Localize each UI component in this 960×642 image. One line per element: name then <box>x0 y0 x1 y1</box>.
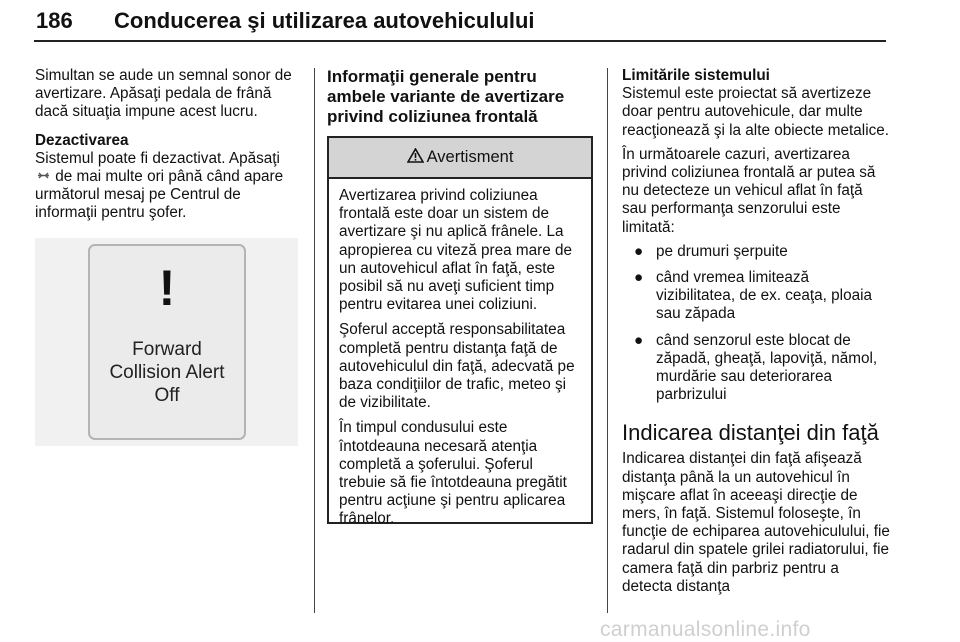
column-right <box>622 67 890 596</box>
warning-paragraph-3: În timpul condusului este întotdeauna necesară atenţia completă a şoferului. Şoferul trebuie să fie întotdeauna pregătit pentru acţiune şi pentru aplicarea frânelor. <box>339 419 567 528</box>
column-middle <box>327 67 593 127</box>
message-line-1: Forward <box>132 339 202 360</box>
watermark-text: carmanualsonline.info <box>600 618 811 641</box>
warning-box <box>327 136 593 528</box>
warning-header <box>329 138 591 179</box>
section-paragraph: Indicarea distanţei din faţă afişează distanţa până la un autovehicul în mişcare aflat în aceeaşi direcţie de mers, în faţă. Sistemul foloseşte, în funcţie de echiparea autovehiculului, fie radarul din spatele grilei radiatorului, fie camera faţă din parbriz pentru a detecta distanţa <box>622 450 890 595</box>
page-title: Conducerea şi utilizarea autovehiculului <box>114 8 535 33</box>
bullet-icon: ● <box>634 269 644 287</box>
message-line-2: Collision Alert <box>109 362 225 383</box>
warning-triangle-icon <box>407 148 424 168</box>
bullet-icon: ● <box>634 242 644 260</box>
column-divider-1 <box>314 68 315 613</box>
deactivation-paragraph <box>35 150 301 223</box>
column-divider-2 <box>607 68 608 613</box>
limits-heading: Limitările sistemului <box>622 67 770 84</box>
deactivation-heading: Dezactivarea <box>35 131 129 149</box>
steering-wheel-button-icon <box>35 168 51 186</box>
intro-paragraph: Simultan se aude un semnal sonor de avertizare. Apăsaţi pedala de frână dacă situaţia impune acest lucru. <box>35 67 292 121</box>
limits-list <box>622 243 890 405</box>
section-heading: Indicarea distanţei din faţă <box>622 420 879 446</box>
list-item: ● când vremea limitează vizibilitatea, de ex. ceaţa, ploaia sau zăpada <box>634 269 872 323</box>
warning-paragraph-2: Şoferul acceptă responsabilitatea completă pentru distanţa faţă de autovehiculul din faţă, adecvată pe baza condiţiilor de trafic, meteo şi de vizibilitate. <box>339 321 575 412</box>
warning-title: Avertisment <box>426 148 514 166</box>
header-rule <box>34 40 886 42</box>
exclamation-icon: ! <box>158 260 176 316</box>
column-left <box>35 67 301 223</box>
deactivation-text-post: de mai multe ori până când apare următorul mesaj pe Centrul de informaţii pentru şofer. <box>35 168 284 222</box>
cases-paragraph: În următoarele cazuri, avertizarea privind coliziunea frontală ar putea să nu detecteze un vehicul aflat în faţă sau performanţa senzorului este limitată: <box>622 145 876 236</box>
list-item: ● când senzorul este blocat de zăpadă, gheaţă, lapoviţă, nămol, murdărie sau deteriorarea parbrizului <box>634 331 878 404</box>
list-item: ● pe drumuri şerpuite <box>634 242 788 260</box>
bullet-icon: ● <box>634 331 644 349</box>
message-line-3: Off <box>154 385 180 406</box>
limits-paragraph: Sistemul este proiectat să avertizeze doar pentru autovehicule, dar multe reacţionează şi la alte obiecte metalice. <box>622 85 889 139</box>
page-number: 186 <box>36 8 73 33</box>
warning-paragraph-1: Avertizarea privind coliziunea frontală este doar un sistem de avertizare şi nu aplică frânele. La apropierea cu viteză prea mare de un autovehicul aflat în faţă, este posibil să nu aveţi suficient timp pentru evitarea unei coliziuni. <box>339 187 572 314</box>
general-info-heading: Informaţii generale pentru ambele variante de avertizare privind coliziunea frontală <box>327 67 565 126</box>
fca-off-message <box>88 244 246 440</box>
deactivation-text-pre: Sistemul poate fi dezactivat. Apăsaţi <box>35 149 280 167</box>
